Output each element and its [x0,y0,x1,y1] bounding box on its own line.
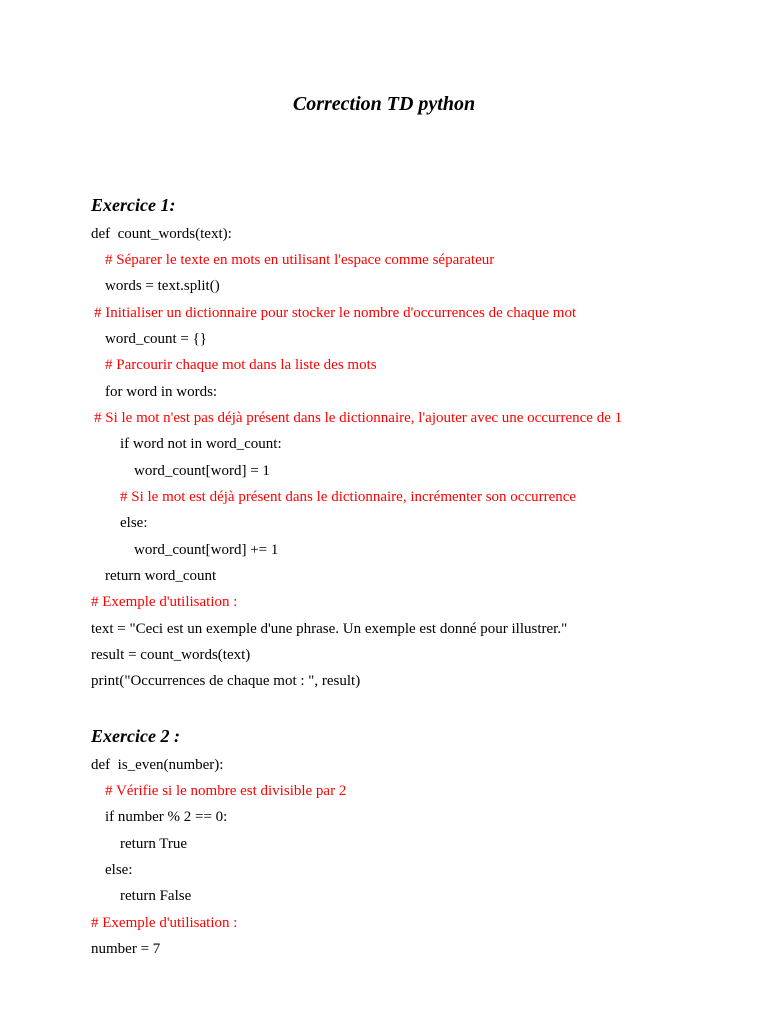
exercise-2-heading: Exercice 2 : [91,726,180,746]
code-line: word_count[word] += 1 [134,542,279,558]
document-title: Correction TD python [292,93,476,115]
code-line: word_count[word] = 1 [134,463,270,479]
code-line: if word not in word_count: [120,436,282,452]
code-comment: # Séparer le texte en mots en utilisant l'espace comme séparateur [105,252,495,268]
code-line: return True [120,836,188,852]
code-comment: # Exemple d'utilisation : [91,915,238,931]
code-comment: # Si le mot est déjà présent dans le dictionnaire, incrémenter son occurrence [120,489,577,505]
code-comment: # Parcourir chaque mot dans la liste des mots [105,357,377,373]
code-comment: # Initialiser un dictionnaire pour stocker le nombre d'occurrences de chaque mot [94,305,577,321]
code-line: print("Occurrences de chaque mot : ", result) [91,673,361,689]
code-line: number = 7 [91,941,161,957]
code-comment: # Vérifie si le nombre est divisible par 2 [105,783,347,799]
code-line: for word in words: [105,384,218,400]
code-line: word_count = {} [105,331,208,347]
exercise-1-heading: Exercice 1: [91,195,176,215]
code-line: def count_words(text): [91,226,232,242]
code-line: words = text.split() [105,278,220,294]
code-line: result = count_words(text) [91,647,251,663]
code-line: else: [105,862,133,878]
code-line: else: [120,515,148,531]
code-comment: # Si le mot n'est pas déjà présent dans le dictionnaire, l'ajouter avec une occurrence de 1 [94,410,623,426]
code-line: def is_even(number): [91,757,224,773]
code-line: text = "Ceci est un exemple d'une phrase. Un exemple est donné pour illustrer." [91,621,568,637]
code-comment: # Exemple d'utilisation : [91,594,238,610]
code-line: if number % 2 == 0: [105,809,228,825]
code-line: return False [120,888,192,904]
code-line: return word_count [105,568,217,584]
